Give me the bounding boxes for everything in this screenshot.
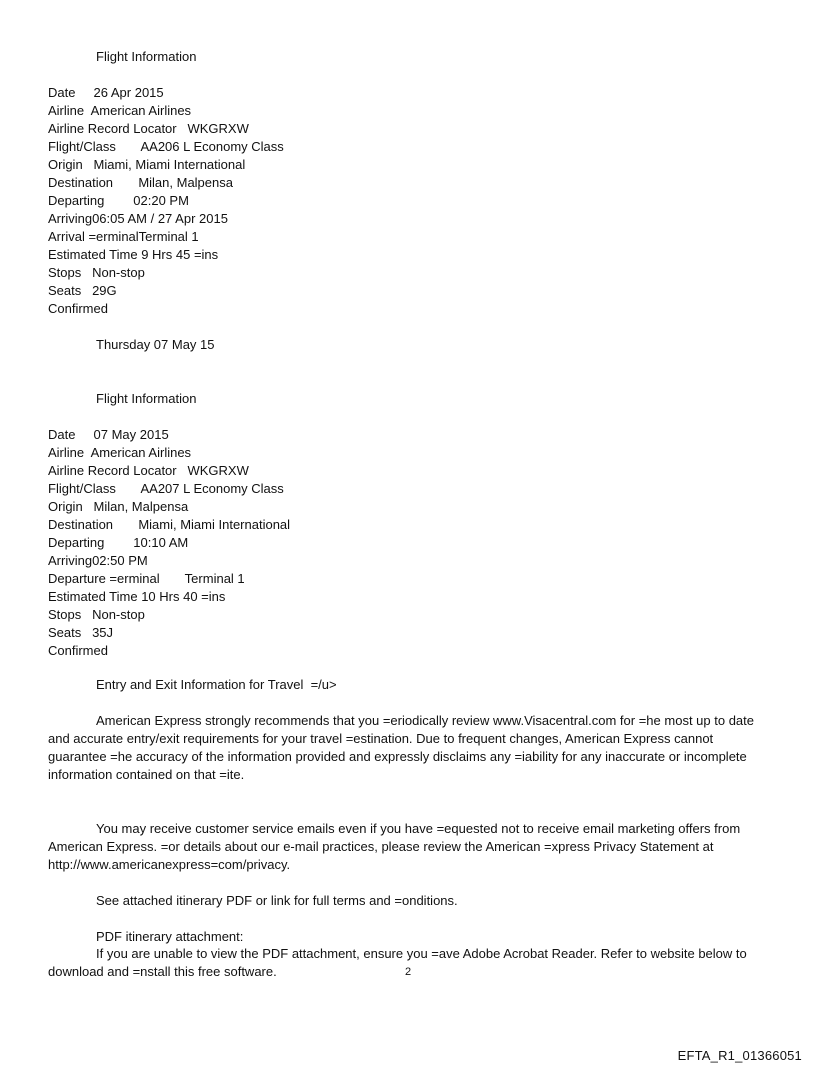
day-header: Thursday 07 May 15: [96, 337, 215, 352]
flight1-departing: Departing 02:20 PM: [48, 193, 189, 208]
flight1-stops: Stops Non-stop: [48, 265, 145, 280]
flight1-date: Date 26 Apr 2015: [48, 85, 164, 100]
flight2-terminal: Departure =erminal Terminal 1: [48, 571, 245, 586]
service-emails-paragraph: You may receive customer service emails even if you have =equested not to receive email marketing offers from American Express. =or details about our e-mail practices, please review the American =xpress Privacy Statement at http://www.americanexpress=com/privacy.: [48, 821, 741, 872]
pdf-attachment-label: PDF itinerary attachment:: [96, 929, 244, 944]
flight1-class: Flight/Class AA206 L Economy Class: [48, 139, 284, 154]
flight2-origin: Origin Milan, Malpensa: [48, 499, 189, 514]
flight1-terminal: Arrival =erminalTerminal 1: [48, 229, 199, 244]
flight1-airline: Airline American Airlines: [48, 103, 192, 118]
flight2-header: Flight Information: [96, 391, 197, 406]
flight2-airline: Airline American Airlines: [48, 445, 192, 460]
flight2-duration: Estimated Time 10 Hrs 40 =ins: [48, 589, 226, 604]
flight2-departing: Departing 10:10 AM: [48, 535, 189, 550]
flight2-status: Confirmed: [48, 643, 108, 658]
bates-number: EFTA_R1_01366051: [677, 1048, 802, 1063]
flight1-arriving: Arriving06:05 AM / 27 Apr 2015: [48, 211, 228, 226]
attached-itinerary-note: See attached itinerary PDF or link for full terms and =onditions.: [96, 893, 458, 908]
flight2-locator: Airline Record Locator WKGRXW: [48, 463, 249, 478]
flight2-destination: Destination Miami, Miami International: [48, 517, 291, 532]
amex-recommendation-paragraph: American Express strongly recommends that you =eriodically review www.Visacentral.com for =he most up to date and accurate entry/exit requirements for your travel =estination. Due to frequent changes, American Express cannot guarantee =he accuracy of the information provided and expressly disclaims any =iability for any inaccurate or incomplete information contained on that =ite.: [48, 713, 754, 782]
flight2-date: Date 07 May 2015: [48, 427, 169, 442]
pdf-help-paragraph: If you are unable to view the PDF attachment, ensure you =ave Adobe Acrobat Reader. Refer to website below to download and =nstall this free software.: [48, 946, 747, 979]
flight2-arriving: Arriving02:50 PM: [48, 553, 148, 568]
page-number: 2: [404, 966, 412, 978]
flight1-origin: Origin Miami, Miami International: [48, 157, 246, 172]
flight1-header: Flight Information: [96, 49, 197, 64]
flight2-stops: Stops Non-stop: [48, 607, 145, 622]
flight2-seats: Seats 35J: [48, 625, 114, 640]
flight1-locator: Airline Record Locator WKGRXW: [48, 121, 249, 136]
entry-exit-header: Entry and Exit Information for Travel =/u>: [96, 677, 337, 692]
flight1-status: Confirmed: [48, 301, 108, 316]
flight1-seats: Seats 29G: [48, 283, 117, 298]
flight1-duration: Estimated Time 9 Hrs 45 =ins: [48, 247, 219, 262]
flight1-destination: Destination Milan, Malpensa: [48, 175, 233, 190]
flight2-class: Flight/Class AA207 L Economy Class: [48, 481, 284, 496]
